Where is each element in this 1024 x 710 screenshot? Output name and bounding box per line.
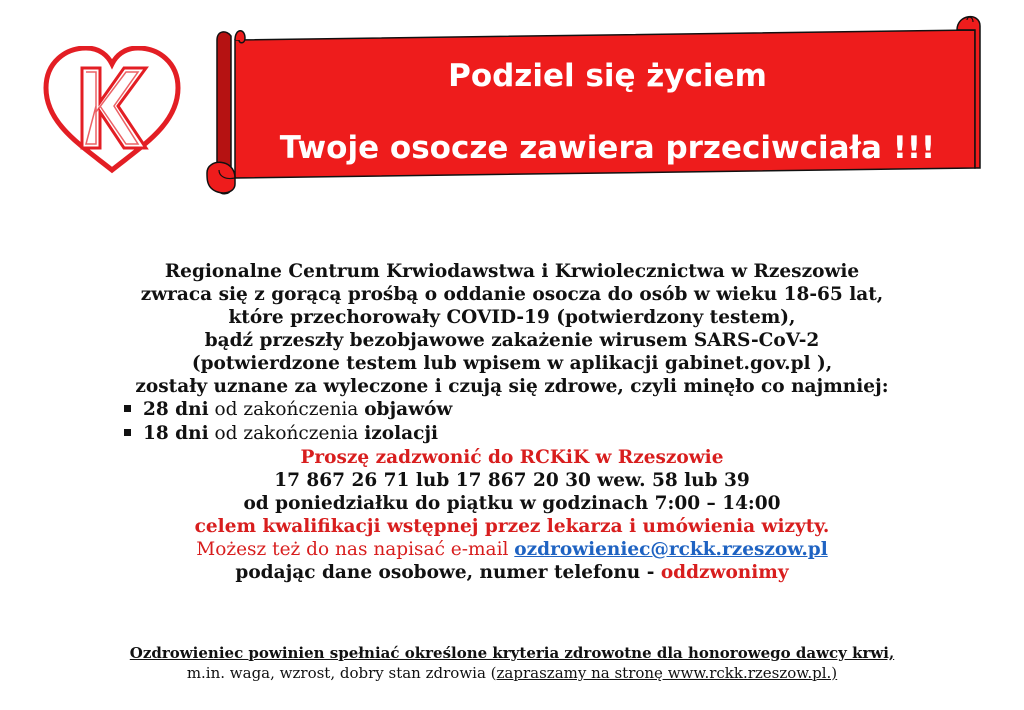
footer-criteria: Ozdrowieniec powinien spełniać określone kryteria zdrowotne dla honorowego dawcy krwi,	[129, 644, 895, 662]
bullet-square-icon	[124, 405, 131, 412]
body-line-2: zwraca się z gorącą prośbą o oddanie osocza do osób w wieku 18-65 lat,	[140, 284, 884, 305]
criteria-keyword: objawów	[364, 399, 453, 420]
banner-title: Podziel się życiem	[448, 58, 767, 94]
criteria-days: 18 dni	[143, 423, 209, 444]
rckik-heart-logo	[42, 46, 182, 174]
purpose-line: celem kwalifikacji wstępnej przez lekarza i umówienia wizyty.	[194, 516, 830, 537]
call-line: Proszę zadzwonić do RCKiK w Rzeszowie	[300, 447, 724, 468]
k-letter-icon	[82, 68, 146, 148]
criteria-days: 28 dni	[143, 399, 209, 420]
phone-numbers: 17 867 26 71 lub 17 867 20 30 wew. 58 lub 39	[274, 470, 750, 491]
footer	[0, 643, 1024, 683]
office-hours: od poniedziałku do piątku w godzinach 7:00 – 14:00	[243, 493, 781, 514]
callback-text: oddzwonimy	[660, 562, 789, 583]
criteria-text: od zakończenia	[208, 399, 365, 420]
banner-subtitle: Twoje osocze zawiera przeciwciała !!!	[279, 130, 936, 166]
footer-website-link[interactable]: zapraszamy na stronę www.rckk.rzeszow.pl.)	[496, 664, 838, 682]
body-line-3: które przechorowały COVID-19 (potwierdzony testem),	[228, 307, 796, 328]
body-line-6: zostały uznane za wyleczone i czują się zdrowe, czyli minęło co najmniej:	[135, 376, 889, 397]
criteria-item-symptoms	[124, 398, 452, 421]
criteria-text: od zakończenia	[208, 423, 365, 444]
personal-data-text: podając dane osobowe, numer telefonu -	[235, 562, 661, 583]
personal-data-line	[0, 561, 1024, 584]
email-line	[0, 538, 1024, 561]
criteria-item-isolation	[124, 422, 438, 445]
criteria-list	[0, 398, 1024, 446]
body-line-5: (potwierdzone testem lub wpisem w aplikacji gabinet.gov.pl ),	[191, 353, 833, 374]
footer-details-text: m.in. waga, wzrost, dobry stan zdrowia (	[186, 664, 497, 682]
bullet-square-icon	[124, 429, 131, 436]
body-line-4: bądź przeszły bezobjawowe zakażenie wirusem SARS-CoV-2	[204, 330, 820, 351]
body-line-1: Regionalne Centrum Krwiodawstwa i Krwiolecznictwa w Rzeszowie	[164, 261, 860, 282]
banner-scroll	[205, 8, 990, 198]
main-content	[0, 260, 1024, 584]
email-prefix: Możesz też do nas napisać e-mail	[196, 539, 515, 560]
email-link[interactable]: ozdrowieniec@rckk.rzeszow.pl	[514, 539, 828, 560]
footer-details	[0, 663, 1024, 683]
criteria-keyword: izolacji	[364, 423, 439, 444]
